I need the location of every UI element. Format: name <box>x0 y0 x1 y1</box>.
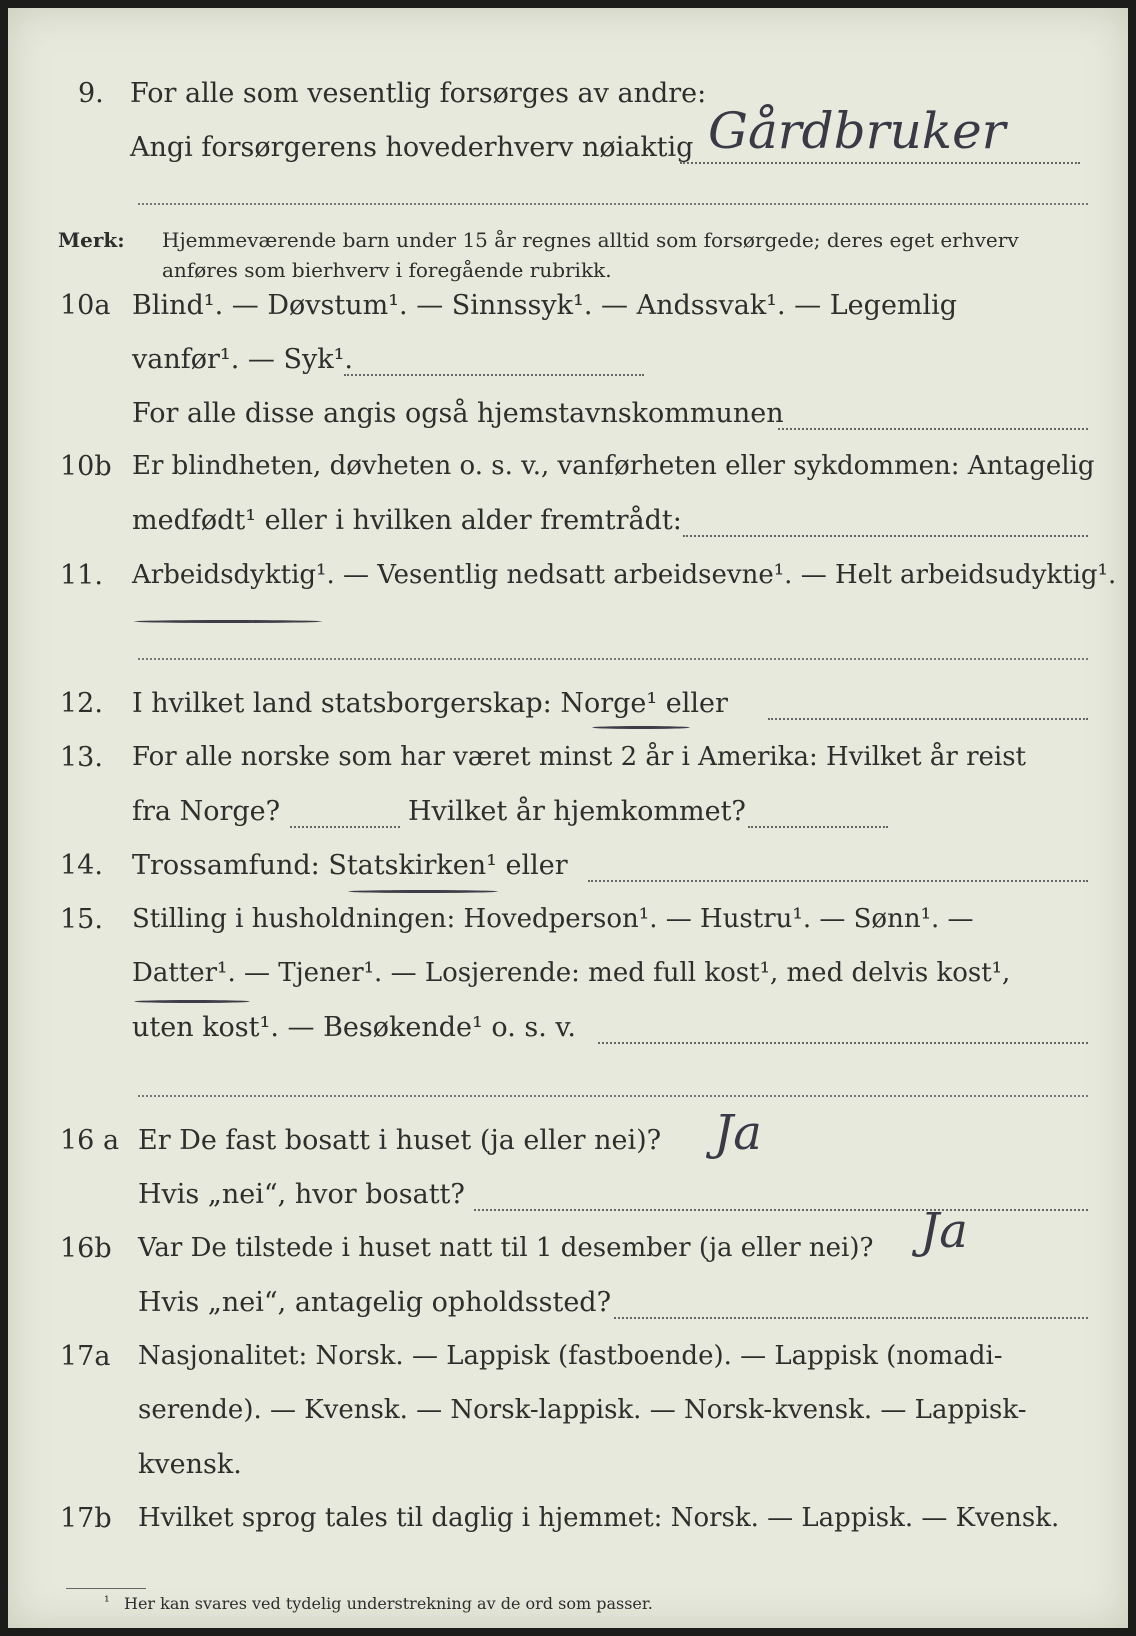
question-15-line2 <box>8 958 1128 998</box>
note-text: anføres som bierhverv i foregående rubrikk. <box>162 258 612 282</box>
question-text: For alle norske som har været minst 2 år i Amerika: Hvilket år reist <box>132 742 1026 772</box>
handwritten-answer: Ja <box>714 1105 762 1161</box>
question-15 <box>8 904 1128 944</box>
question-text: Arbeidsdyktig¹. — Vesentlig nedsatt arbeidsevne¹. — Helt arbeidsudyktig¹. <box>132 560 1117 590</box>
question-text: For alle disse angis også hjemstavnskommunen <box>132 398 784 429</box>
answer-line <box>598 1042 1088 1044</box>
question-number: 11. <box>60 560 103 591</box>
answer-line <box>588 880 1088 882</box>
question-17a <box>8 1341 1128 1381</box>
question-text: Nasjonalitet: Norsk. — Lappisk (fastboende). — Lappisk (nomadi- <box>138 1341 1003 1371</box>
question-number: 15. <box>60 904 103 935</box>
question-10b-line2 <box>8 505 1128 545</box>
answer-underline <box>592 726 690 729</box>
question-13-line2 <box>8 796 1128 836</box>
question-number: 9. <box>78 78 104 109</box>
question-15-line3 <box>8 1012 1128 1052</box>
question-number: 14. <box>60 850 103 881</box>
question-text: Er De fast bosatt i huset (ja eller nei)? <box>138 1125 662 1156</box>
census-form-page <box>8 8 1128 1628</box>
question-text: For alle som vesentlig forsørges av andre: <box>130 78 707 109</box>
question-10b <box>8 451 1128 491</box>
question-number: 10b <box>60 451 112 482</box>
question-number: 13. <box>60 742 103 773</box>
question-16b <box>8 1203 1128 1273</box>
question-17b <box>8 1503 1128 1543</box>
question-text: uten kost¹. — Besøkende¹ o. s. v. <box>132 1012 577 1043</box>
question-text: Blind¹. — Døvstum¹. — Sinnssyk¹. — Andssvak¹. — Legemlig <box>132 290 958 321</box>
question-text: Hvis „nei“, antagelig opholdssted? <box>138 1287 612 1318</box>
question-number: 12. <box>60 688 103 719</box>
answer-line <box>290 826 400 828</box>
answer-line <box>474 1209 1088 1211</box>
question-16b-line2 <box>8 1287 1128 1327</box>
handwritten-answer: Ja <box>920 1203 968 1259</box>
note-text: Hjemmeværende barn under 15 år regnes alltid som forsørgede; deres eget erhverv <box>162 228 1019 252</box>
question-10a <box>8 290 1128 330</box>
question-text: Hvilket år hjemkommet? <box>408 796 746 827</box>
question-13 <box>8 742 1128 782</box>
footnote-rule <box>66 1588 146 1589</box>
question-14 <box>8 850 1128 890</box>
answer-underline <box>348 890 498 893</box>
question-number: 17a <box>60 1341 111 1372</box>
answer-line <box>680 162 1080 164</box>
question-text: Datter¹. — Tjener¹. — Losjerende: med full kost¹, med delvis kost¹, <box>132 958 1011 988</box>
question-text: kvensk. <box>138 1449 242 1480</box>
question-number: 16b <box>60 1233 112 1264</box>
question-text: serende). — Kvensk. — Norsk-lappisk. — Norsk-kvensk. — Lappisk- <box>138 1395 1027 1425</box>
footnote-mark: ¹ <box>104 1594 110 1610</box>
question-17a-line2 <box>8 1395 1128 1435</box>
separator-line <box>138 203 1088 205</box>
answer-underline <box>134 620 322 623</box>
footnote <box>8 1594 1128 1634</box>
question-11 <box>8 560 1128 600</box>
question-text: Hvilket sprog tales til daglig i hjemmet: Norsk. — Lappisk. — Kvensk. <box>138 1503 1060 1533</box>
question-text: Hvis „nei“, hvor bosatt? <box>138 1179 465 1210</box>
answer-line <box>778 428 1088 430</box>
separator-line <box>138 658 1088 660</box>
answer-line <box>748 826 888 828</box>
question-text: vanfør¹. — Syk¹. <box>132 344 353 375</box>
question-number: 17b <box>60 1503 112 1534</box>
answer-underline <box>134 1000 250 1003</box>
question-text: Stilling i husholdningen: Hovedperson¹. — Hustru¹. — Sønn¹. — <box>132 904 974 934</box>
question-number: 16 a <box>60 1125 120 1156</box>
footnote-text: Her kan svares ved tydelig understrekning av de ord som passer. <box>124 1594 653 1613</box>
question-text: fra Norge? <box>132 796 281 827</box>
answer-line <box>768 718 1088 720</box>
question-12 <box>8 688 1128 728</box>
question-10a-line3 <box>8 398 1128 438</box>
question-16a <box>8 1105 1128 1165</box>
note-label: Merk: <box>58 228 125 252</box>
question-text: medfødt¹ eller i hvilken alder fremtrådt: <box>132 505 682 536</box>
question-text: I hvilket land statsborgerskap: Norge¹ eller <box>132 688 728 719</box>
question-number: 10a <box>60 290 111 321</box>
question-text: Var De tilstede i huset natt til 1 desember (ja eller nei)? <box>138 1233 874 1263</box>
answer-line <box>344 374 644 376</box>
question-10a-line2 <box>8 344 1128 384</box>
question-text: Trossamfund: Statskirken¹ eller <box>132 850 568 881</box>
question-17a-line3 <box>8 1449 1128 1489</box>
handwritten-answer: Gårdbruker <box>708 102 1006 160</box>
question-text: Angi forsørgerens hovederhverv nøiaktig <box>130 132 694 163</box>
answer-line <box>614 1317 1088 1319</box>
answer-line <box>683 535 1088 537</box>
question-text: Er blindheten, døvheten o. s. v., vanførheten eller sykdommen: Antagelig <box>132 451 1095 481</box>
question-9-line2 <box>8 102 1128 172</box>
separator-line <box>138 1095 1088 1097</box>
